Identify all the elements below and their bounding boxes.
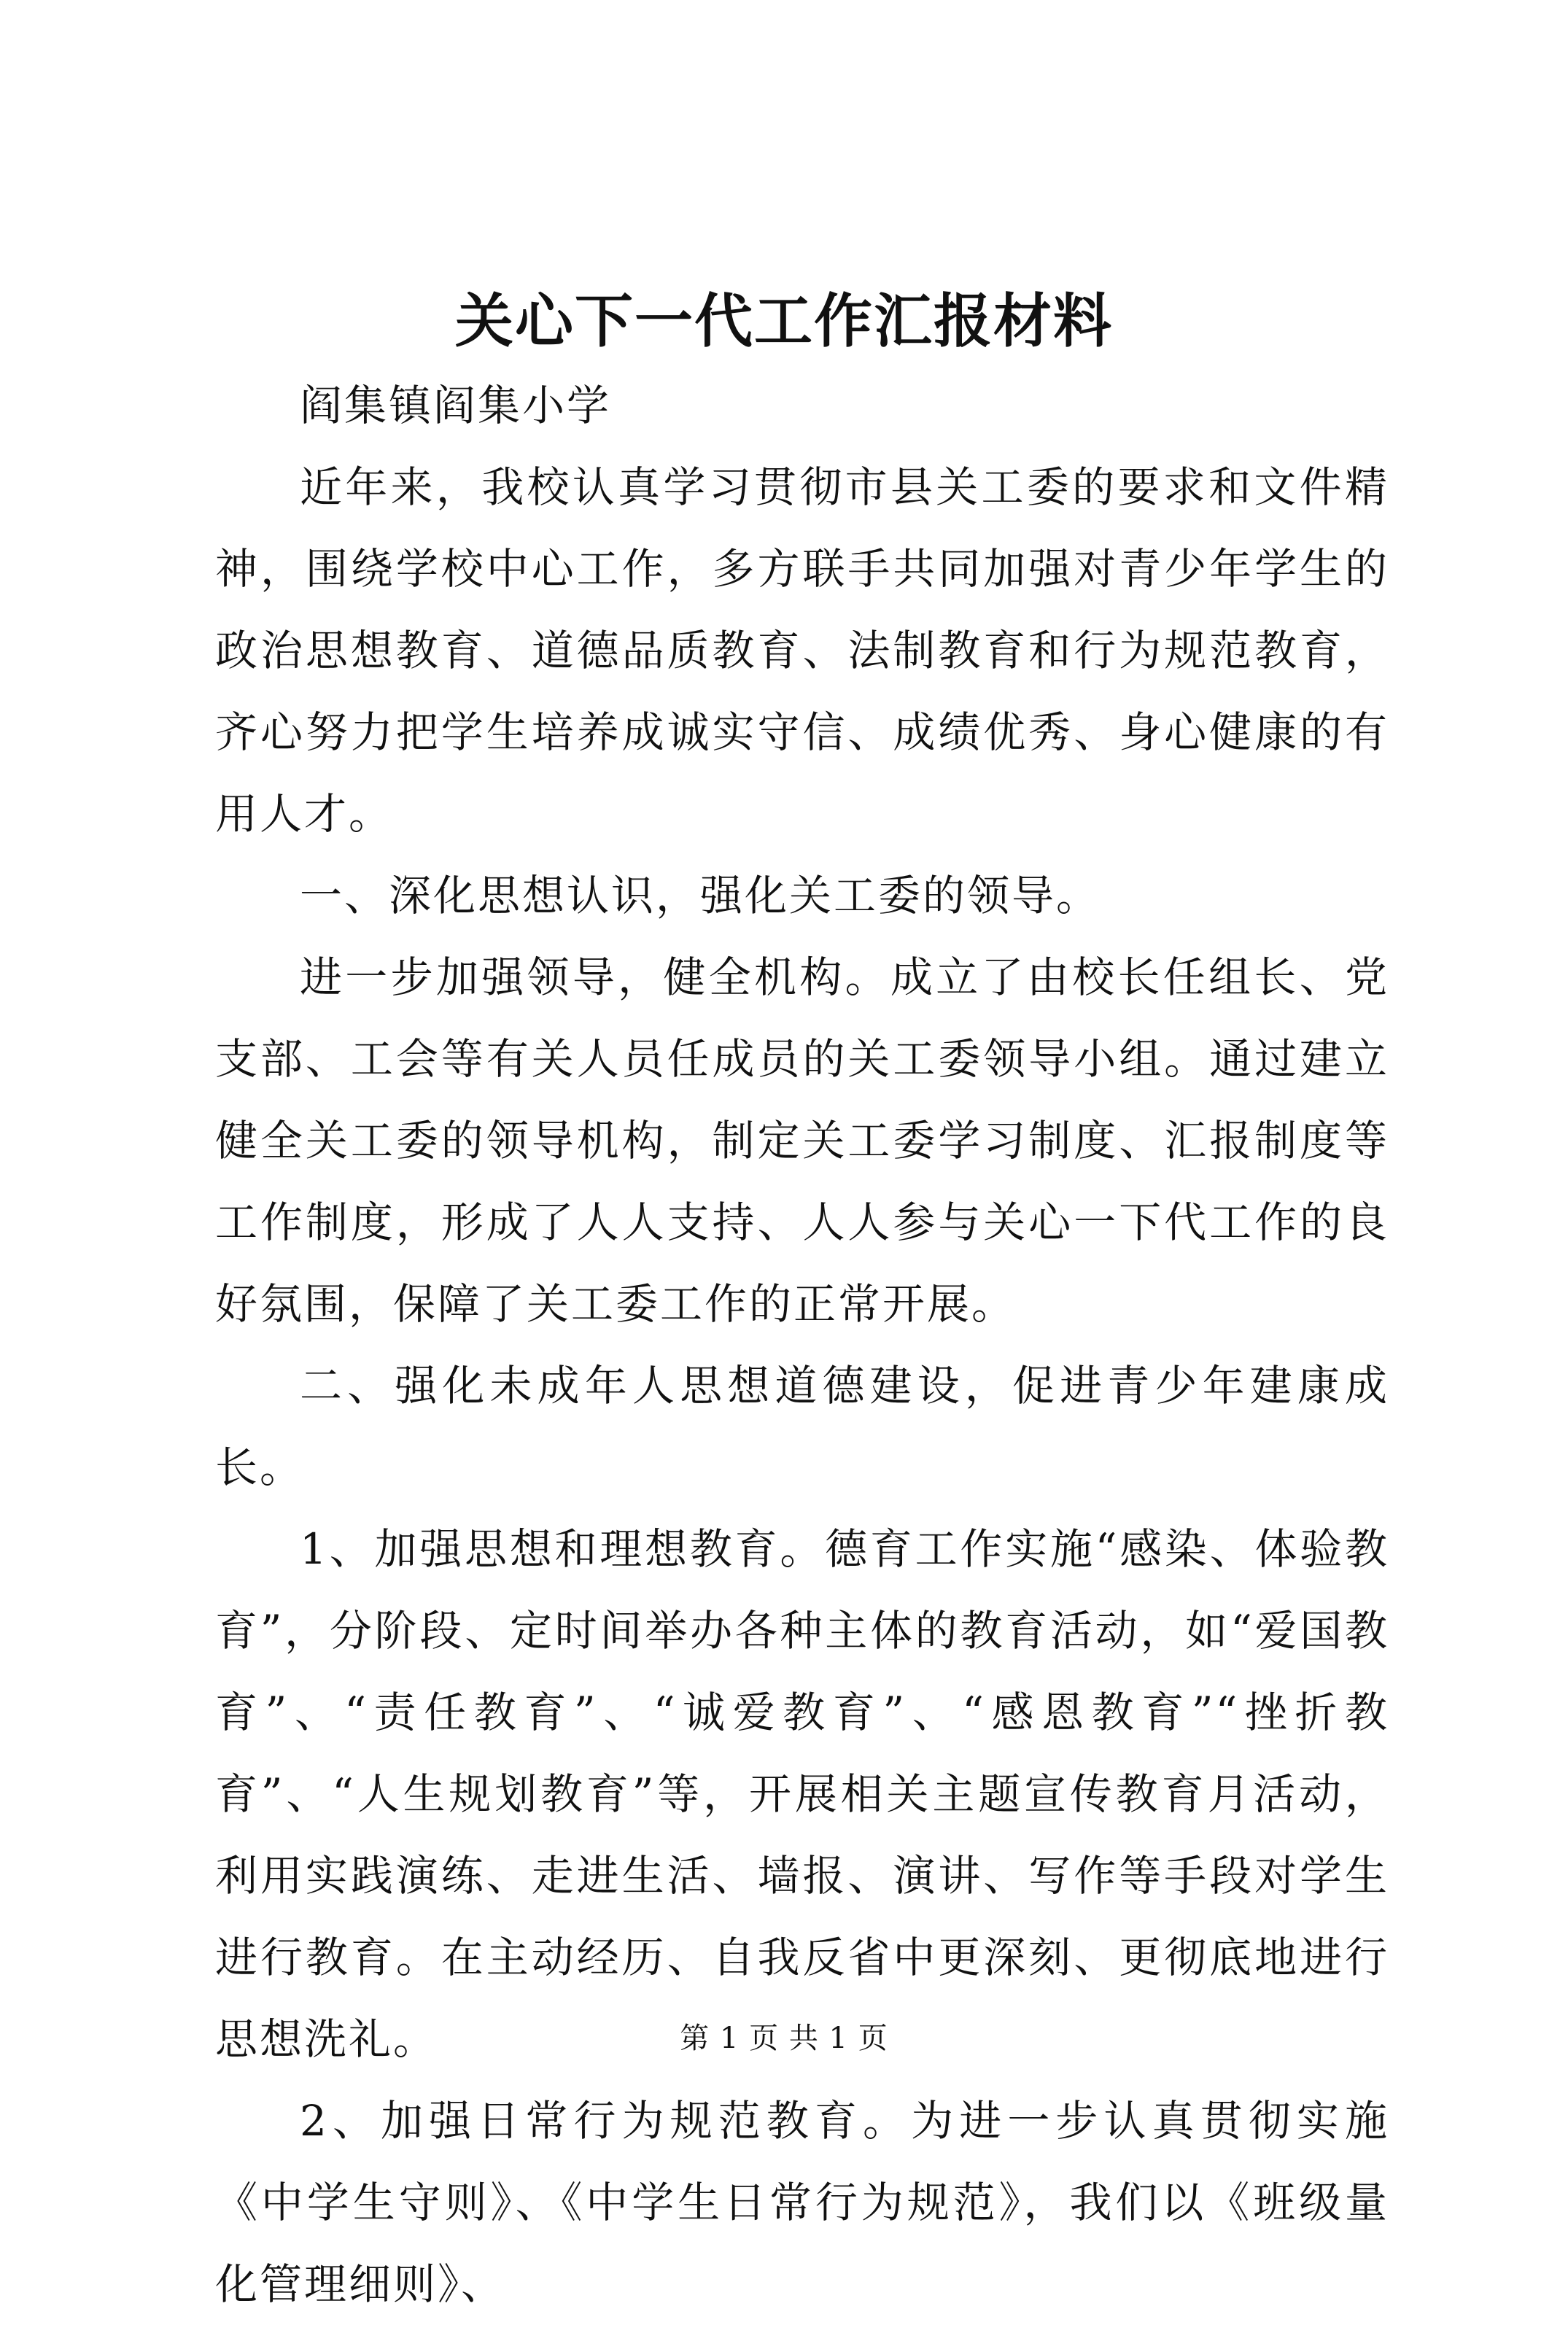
- page-footer: 第 1 页 共 1 页: [680, 2022, 888, 2055]
- paragraph-intro: 近年来，我校认真学习贯彻市县关工委的要求和文件精神，围绕学校中心工作，多方联手共同加强对青少年学生的政治思想教育、道德品质教育、法制教育和行为规范教育，齐心努力把学生培养成诚实守信、成绩优秀、身心健康的有用人才。: [215, 462, 1389, 839]
- section-heading-2: 二、强化未成年人思想道德建设，促进青少年建康成长。: [215, 1361, 1389, 1492]
- author-line: 阎集镇阎集小学: [300, 381, 612, 430]
- document-title: 关心下一代工作汇报材料: [455, 287, 1113, 355]
- paragraph-section-1: 进一步加强领导，健全机构。成立了由校长任组长、党支部、工会等有关人员任成员的关工委领导小组。通过建立健全关工委的领导机构，制定关工委学习制度、汇报制度等工作制度，形成了人人支持、人人参与关心一下代工作的良好氛围，保障了关工委工作的正常开展。: [215, 952, 1389, 1329]
- section-heading-1: 一、深化思想认识，强化关工委的领导。: [300, 871, 1101, 920]
- paragraph-item-1: 1、加强思想和理想教育。德育工作实施“感染、体验教育”，分阶段、定时间举办各种主体的教育活动，如“爱国教育”、“责任教育”、“诚爱教育”、“感恩教育”“挫折教育”、“人生规划教育”等，开展相关主题宣传教育月活动，利用实践演练、走进生活、墙报、演讲、写作等手段对学生进行教育。在主动经历、自我反省中更深刻、更彻底地进行思想洗礼。: [215, 1524, 1389, 2064]
- paragraph-item-2: 2、加强日常行为规范教育。为进一步认真贯彻实施《中学生守则》、《中学生日常行为规范》，我们以《班级量化管理细则》、: [215, 2096, 1389, 2309]
